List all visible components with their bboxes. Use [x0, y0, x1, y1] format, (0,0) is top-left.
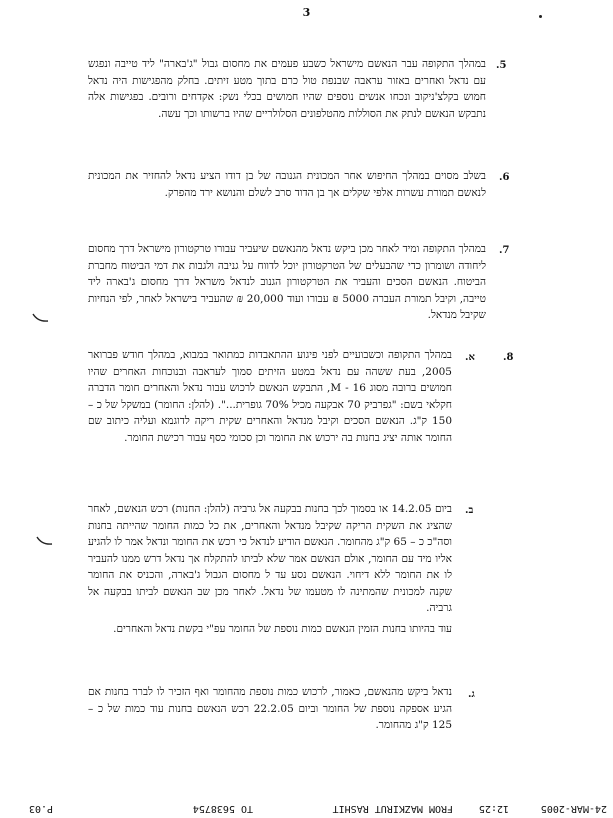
- page-number: 3: [302, 6, 311, 19]
- fax-date: 24-MAR-2005: [540, 803, 607, 814]
- item-7: [88, 241, 486, 324]
- item-6: [88, 168, 486, 201]
- item-7-text: במהלך התקופה ומיד לאחר מכן ביקש נדאל מהנאשם שיעביר עבורו טרקטורון מישראל דרך מחסום ליחודה ושומרון כדי שהבעלים של הטרקטורון יוכל לדווח על גניבה ולגבות את דמי הביטוח מחברת הביטוח. הנאשם הסכים והעביר את הטרקטורון הגנוב לנדאל משראל דרך מחסום ג'בארה ליד טייבה, וקיבל תמורת העברה 5000 ₪ עבורו ועוד 20,000 ₪ שהעביר בישראל לאחר, לפי הנחיות שקיבל מנדאל.: [88, 243, 486, 321]
- item-number-7: .7: [499, 245, 510, 256]
- item-8-a-text: במהלך התקופה וכשבועיים לפני פיגוע ההתאבדות כמתואר במבוא, במהלך חודש פברואר 2005, בעת ששהה עם נדאל במטע הזיתים סמוך לעראבה ובנוכחות האחרים שהיו חמושים ברובה מסוג M - 16, התבקש הנאשם לרכוש עבור נדאל והאחרים חומר הדברה חקלאי בשם: "גפרביק 70 אבקעה מכיל 70% גופרית...". (להלן: החומר) במשקל של כ – 150 ק"ג. הנאשם הסכים וקיבל מנדאל והאחרים שקית ריקה לדוגמא ועליה כיתוב שם החומר אותה יציג בחנות בה ירכוש את החומר וכן סכומי כסף עבור רכישת החומר.: [88, 349, 452, 444]
- item-number-6: .6: [499, 172, 510, 183]
- item-number-8: .8: [503, 352, 514, 363]
- fax-from: FROM MAZKIRUT RASHIT: [332, 803, 453, 814]
- item-8-b-text-2: עוד בהיותו בחנות הזמין הנאשם כמות נוספת של החומר עפ"י בקשת נדאל והאחרים.: [113, 622, 452, 635]
- item-6-text: בשלב מסוים במהלך החיפוש אחר המכונית הגנובה של בן דודו הציע נדאל להחזיר את המכונית לנאשם תמורת עשרות אלפי שקלים אך בן הדוד סרב לשלם והנושא ירד מהפרק.: [88, 170, 486, 199]
- item-5-text: במהלך התקופה עבר הנאשם מישראל כשבע פעמים את מחסום גבול "ג'בארה" ליד טייבה ונפגש עם נדאל ואחרים באזור עראבה שבנפת טול כרם בתוך מטע זיתים. בחלק מהפגישות היה נדאל חמוש בקלצ'ניקוב ונכחו אנשים נוספים שהיו חמושים בכלי נשק: אקדחים ורובים. בפגישות אלה נתבקש הנאשם לנתק את הסוללות מהטלפונים הסלולריים שהיו ברשותו וכך עשה.: [88, 58, 486, 120]
- item-number-5: .5: [496, 60, 507, 71]
- fax-time: 12:25: [478, 803, 509, 814]
- fax-header: [0, 798, 613, 816]
- item-8-c: [88, 684, 452, 734]
- item-5: [88, 56, 486, 122]
- sub-label-b: ב.: [465, 505, 474, 516]
- item-8-b-text-1: ביום 14.2.05 או בסמוך לכך בחנות בבקעה אל גרביה (להלן: החנות) רכש הנאשם, לאחר שהציג את השקית הריקה שקיבל מנדאל והאחרים, את כל כמות החומר שהייתה בחנות וסה"כ כ – 65 ק"ג מהחומר. הנאשם הודיע לנדאל כי רכש את החומר ונדאל אמר לו להגיע אליו מיד עם החומר, אולם הנאשם אמר שלא לביתו להתקלח אך נדאל דרש ממנו להעביר לו את החומר ללא דיחוי. הנאשם נסע עד ל מחסום הגבול ג'בארה, והכניס את החומר שקנה למכונית שהמתינה לו מטעמו של נדאל. לאחר מכן שב הנאשם לביתו בבקעה אל גרביה.: [88, 503, 452, 614]
- scan-speck: [539, 15, 542, 18]
- sub-label-c: ג.: [468, 689, 475, 700]
- margin-mark: [36, 536, 54, 546]
- item-8-b: [88, 501, 452, 637]
- item-8-a: [88, 347, 452, 446]
- fax-to: TO 5638754: [192, 803, 253, 814]
- margin-mark: [32, 313, 50, 323]
- sub-label-a: א.: [465, 352, 475, 363]
- fax-page: P.03: [28, 803, 53, 814]
- item-8-c-text: נדאל ביקש מהנאשם, כאמור, לרכוש כמות נוספת מהחומר ואף הזכיר לו לברר בחנות אם הגיע אספקה נוספת של החומר וביום 22.2.05 רכש הנאשם בחנות עוד כמות של כ – 125 ק"ג מהחומר.: [88, 686, 452, 731]
